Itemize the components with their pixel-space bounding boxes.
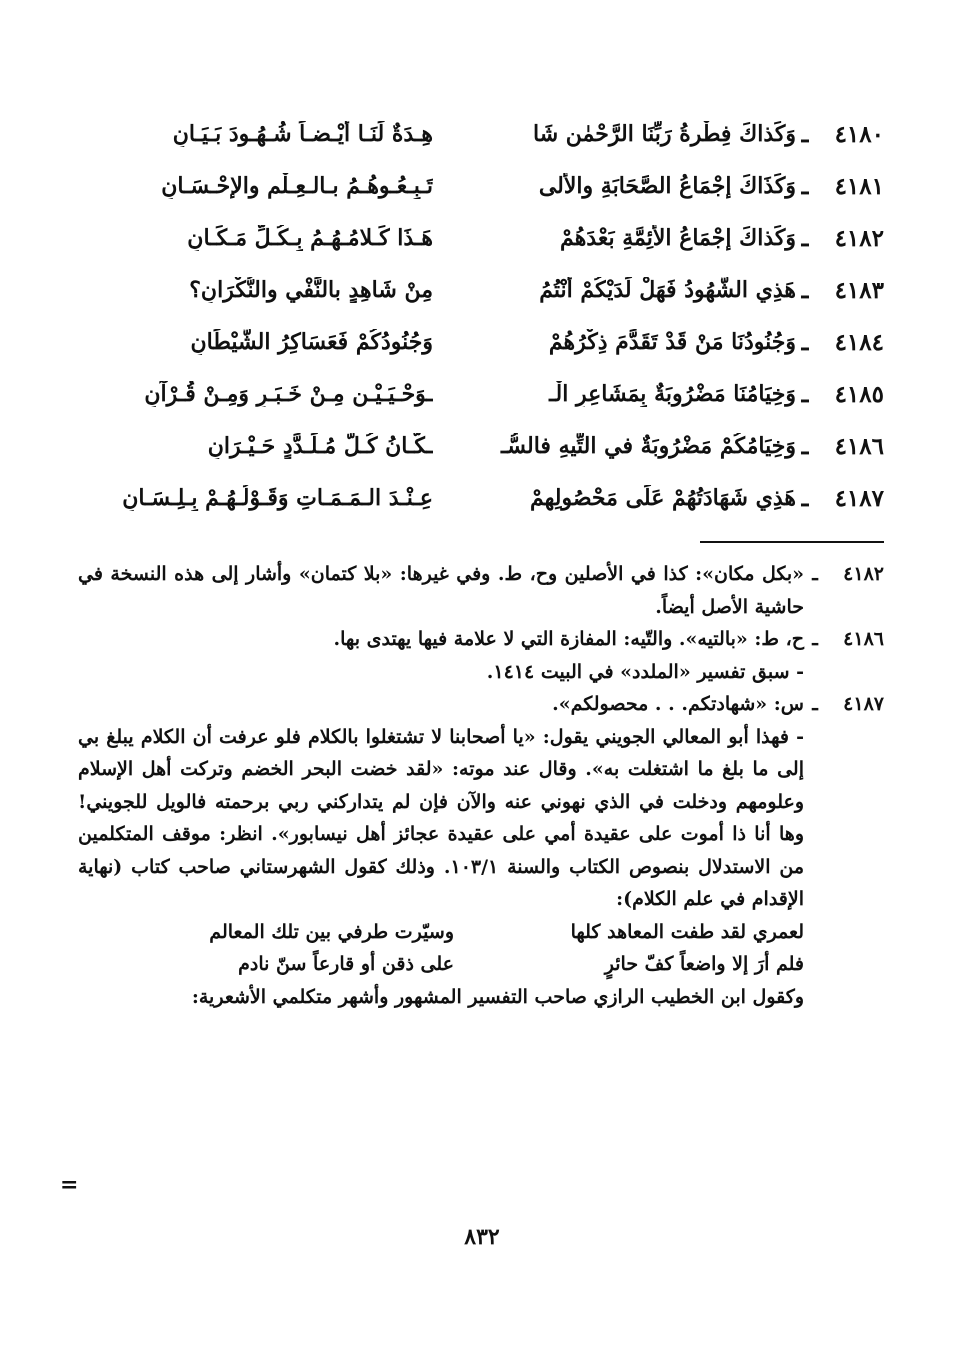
footnote-dash: ـ [812, 693, 818, 715]
verse-number: ٤١٨١ [834, 172, 884, 200]
poem-first-hemistich: فلم أرَ إلا واضعاً كفّ حائرٍ [604, 953, 804, 975]
footnote-number: ٤١٨٦ [843, 628, 884, 650]
verse-dash: ـ [801, 276, 809, 304]
footnote-4182 [78, 558, 884, 623]
footnote-continuation: - سبق تفسير «الملدد» في البيت ١٤١٤. [486, 660, 804, 683]
verse-second-hemistich: تَـبِـعُـوهُـمُ بـالـعِـلْمِ والإحْـسَـانِ [161, 173, 433, 199]
verse-first-hemistich: وَجُنُودُنَا مَنْ قَدْ تَقَدَّمَ ذِكْرُهُمْ [548, 329, 796, 355]
footnote-text: «بكل مكان»: كذا في الأصلين وح، ط. وفي غيرها: «بلا كتمان» وأشار إلى هذه النسخة في حاشية الأصل أيضاً. [78, 563, 804, 618]
verse-row [78, 368, 884, 420]
verse-dash: ـ [801, 484, 809, 512]
footnote-poem-line [78, 948, 884, 981]
page-number: ٨٣٢ [464, 1224, 500, 1250]
verse-row [78, 212, 884, 264]
verse-second-hemistich: وَجُنُودُكُمْ فَعَسَاكِرُ الشَّيْطَانِ [190, 329, 433, 355]
verse-number: ٤١٨٠ [834, 120, 884, 148]
verse-row [78, 160, 884, 212]
footnote-text: ح، ط: «بالتيه». والتّيه: المفازة التي لا علامة فيها يهتدى بها. [333, 628, 804, 650]
footnote-4186 [78, 623, 884, 656]
verse-number: ٤١٨٢ [834, 224, 884, 252]
verse-row [78, 472, 884, 524]
footnote-paragraph: وكقول ابن الخطيب الرازي صاحب التفسير المشهور وأشهر متكلمي الأشعرية: [191, 985, 804, 1008]
verse-dash: ـ [801, 328, 809, 356]
footnote-paragraph: - فهذا أبو المعالي الجويني يقول: «يا أصحابنا لا تشتغلوا بالكلام فلو عرفت أن الكلام يبلغ بي إلى ما بلغ ما اشتغلت به». وقال عند موته: «لقد خضت البحر الخضم وتركت أهل الإسلام وعلومهم ودخلت في الذي نهوني عنه والآن فإن لم يتداركني ربي برحمته فالويل للجويني! وها أنا ذا أموت على عقيدة أمي على عقيدة عجائز أهل نيسابور». انظر: موقف المتكلمين من الاستدلال بنصوص الكتاب والسنة ١٠٣/١. وذلك كقول الشهرستاني صاحب كتاب (نهاية الإقدام في علم الكلام): [78, 725, 805, 910]
verse-second-hemistich: عِـنْـدَ الـمَـمَـاتِ وَقَـوْلُـهُـمْ بِـلِـسَـانِ [122, 485, 433, 511]
footnote-4187 [78, 688, 884, 721]
verse-second-hemistich: ـكَّـانُ كُـلُّ مُـلَـدَّدٍ حَـيْـرَانِ [207, 433, 433, 459]
footnote-dash: ـ [812, 628, 818, 650]
verse-first-hemistich: وَخِيَامُكُمْ مَضْرُوبَةٌ في التِّيهِ فالسُّـ [500, 433, 796, 459]
footnote-number: ٤١٨٢ [843, 563, 884, 585]
verse-second-hemistich: هَـذَا كَـلامُـهُـمُ بِـكُـلِّ مَـكَـانِ [187, 225, 433, 251]
poem-first-hemistich: لعمري لقد طفت المعاهد كلها [570, 920, 804, 943]
verse-row [78, 420, 884, 472]
footnote-poem-line [78, 916, 884, 949]
verse-first-hemistich: وَكَذاكَ إجْمَاعُ الأَئِمَّةِ بَعْدَهُمْ [560, 225, 796, 251]
verse-second-hemistich: هِـدَةٌ لَنَـا أَيْـضـاً شُـهُـودَ بَـيَـانِ [172, 121, 433, 147]
verse-row [78, 108, 884, 160]
verse-dash: ـ [801, 120, 809, 148]
poem-second-hemistich: وسيّرت طرفي بين تلك المعالم [209, 920, 454, 943]
verse-second-hemistich: مِنْ شَاهِدٍ بالنَّفْيِ والنُّكْرَانِ؟ [189, 277, 433, 303]
footnotes [78, 558, 884, 1013]
verse-dash: ـ [801, 432, 809, 460]
verse-second-hemistich: ـوَحْـيَـيْـنِ مِـنْ خَـبَـرٍ وَمِـنْ قُـرْآنِ [144, 381, 433, 407]
verse-first-hemistich: وَخِيَامُنَا مَضْرُوبَةٌ بِمَشَاعِرِ الْـ [549, 381, 796, 407]
verse-dash: ـ [801, 224, 809, 252]
verse-number: ٤١٨٧ [834, 484, 884, 512]
poem-second-hemistich: على ذقن أو قارعاً سنّ نادم [238, 953, 454, 975]
verse-row [78, 316, 884, 368]
footnote-number: ٤١٨٧ [843, 693, 884, 715]
verse-first-hemistich: هَذِي شَهَادَتُهُمْ عَلَى مَحْصُولِهِمْ [530, 485, 796, 511]
verse-dash: ـ [801, 380, 809, 408]
verse-list [78, 108, 884, 524]
continuation-mark: = [60, 1172, 79, 1198]
verse-number: ٤١٨٣ [834, 276, 884, 304]
verse-number: ٤١٨٤ [834, 328, 884, 356]
footnote-dash: ـ [812, 563, 818, 585]
verse-number: ٤١٨٦ [834, 432, 884, 460]
verse-first-hemistich: وَكَذاكَ فِطْرةُ رَبِّنَا الرَّحْمٰنِ شَا [532, 121, 796, 147]
footnote-divider [700, 541, 884, 543]
verse-row [78, 264, 884, 316]
verse-first-hemistich: هَذِي الشُّهُودُ فَهَلْ لَدَيْكُمْ أَنْتُمُ [539, 277, 796, 303]
footnote-text: س: «شهادتكم. . . محصولكم». [552, 693, 804, 715]
verse-first-hemistich: وَكَذَاكَ إجْمَاعُ الصَّحَابَةِ والأُلى [538, 173, 796, 199]
verse-dash: ـ [801, 172, 809, 200]
verse-number: ٤١٨٥ [834, 380, 884, 408]
